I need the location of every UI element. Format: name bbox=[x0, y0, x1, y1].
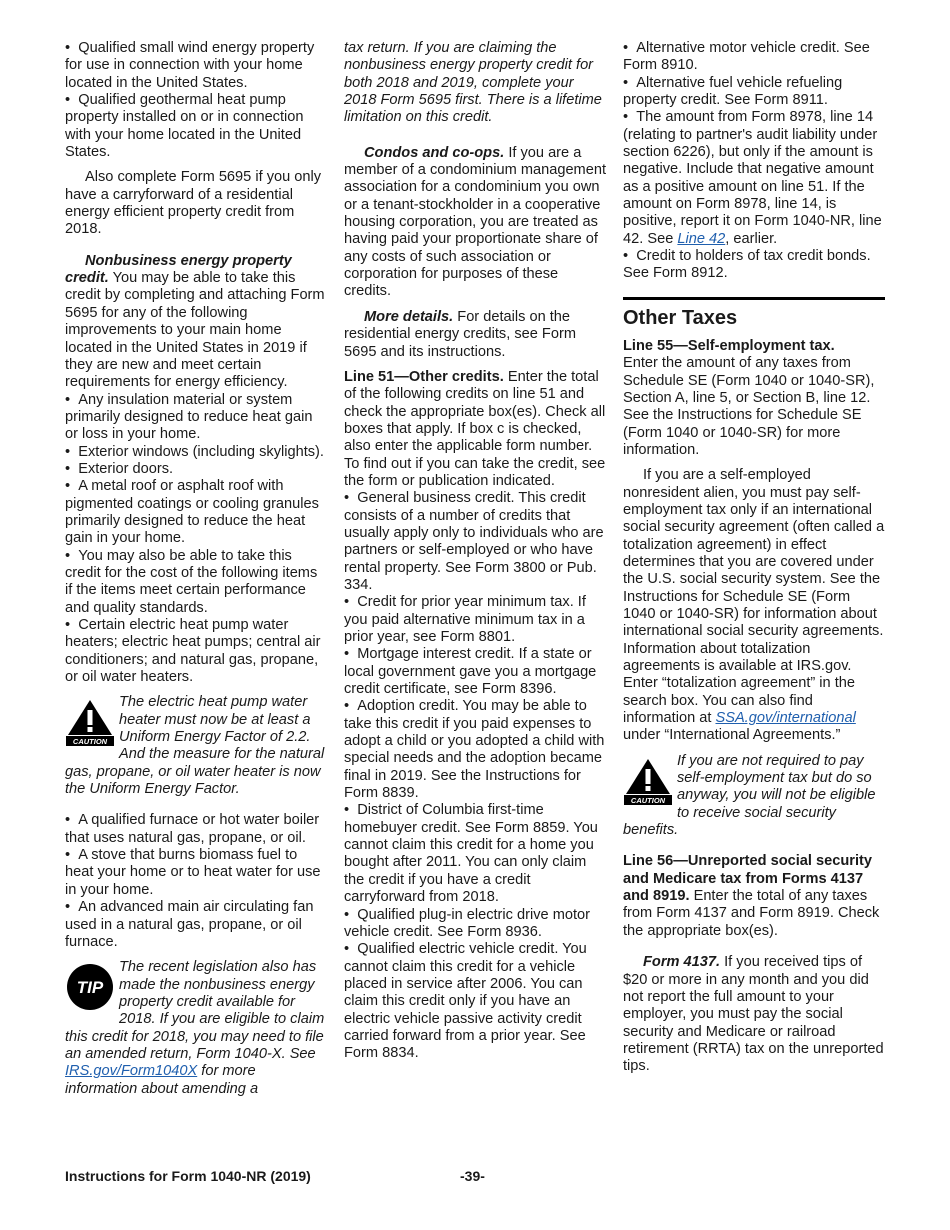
caution-label: CAUTION bbox=[72, 737, 108, 747]
list-item: • Qualified electric vehicle credit. You cannot claim this credit for a vehicle placed in service after 2006. You can claim this credit only if you have an electric vehicle passive activity credit carried forward from a prior year. See Form 8834. bbox=[344, 941, 606, 1062]
paragraph bbox=[344, 145, 606, 301]
paragraph bbox=[623, 853, 885, 940]
list-item: • A qualified furnace or hot water boiler that uses natural gas, propane, or oil. bbox=[65, 812, 327, 847]
section-title: Other Taxes bbox=[623, 297, 885, 330]
line-56-heading: Line 56—Unreported social security and Medicare tax from Forms 4137 and 8919. bbox=[623, 853, 872, 905]
list-item: • Alternative motor vehicle credit. See Form 8910. bbox=[623, 40, 885, 75]
footer-form-title: Instructions for Form 1040-NR (2019) bbox=[65, 1168, 311, 1184]
list-item bbox=[623, 109, 885, 248]
paragraph-body: Enter the total of any taxes from Form 4137 and Form 8919. Check the appropriate box(es). bbox=[623, 888, 880, 939]
list-item: • Qualified small wind energy property for use in connection with your home located in the United States. bbox=[65, 40, 327, 92]
line-55-heading: Line 55—Self-employment tax. bbox=[623, 337, 835, 354]
list-item: • General business credit. This credit consists of a number of credits that usually apply only to individuals who are partners or self-employed or who have rental property. See Form 3800 or Pub. 334. bbox=[344, 490, 606, 594]
list-item-text-cont: , earlier. bbox=[725, 230, 778, 247]
run-in-heading: More details. bbox=[364, 308, 454, 325]
paragraph-body: If you are a self-employed nonresident alien, you must pay self-employment tax only if an international social security agreement (often called a totalization agreement) in effect determines that you are covered under the U.S. social security system. See the Instructions for Schedule SE (Form 1040 or 1040-SR) for information about international social security agreements. Information about totalization agreements is available at IRS.gov. Enter “totalization agreement” in the search box. You can also find information at bbox=[623, 467, 885, 727]
list-item: • Certain electric heat pump water heaters; electric heat pumps; central air conditioners; and natural gas, propane, or oil water heaters. bbox=[65, 617, 327, 686]
tip-continuation: tax return. If you are claiming the nonbusiness energy property credit for both 2018 and 2019, complete your 2018 Form 5695 first. There is a lifetime limitation on this credit. bbox=[344, 40, 602, 126]
list-item: • Qualified geothermal heat pump property installed on or in connection with your home located in the United States. bbox=[65, 92, 327, 161]
page-number: -39- bbox=[460, 1168, 485, 1184]
paragraph bbox=[65, 253, 327, 392]
paragraph bbox=[344, 369, 606, 490]
tip-icon bbox=[65, 962, 115, 1012]
list-item: • Credit for prior year minimum tax. If you paid alternative minimum tax in a prior year, see Form 8801. bbox=[344, 594, 606, 646]
paragraph: Also complete Form 5695 if you only have a carryforward of a residential energy efficient property credit from 2018. bbox=[65, 169, 322, 238]
list-item: • Exterior doors. bbox=[65, 461, 327, 478]
column-1 bbox=[65, 40, 327, 1098]
line-42-link[interactable]: Line 42 bbox=[677, 230, 726, 247]
line-heading bbox=[623, 338, 885, 355]
caution-icon bbox=[65, 697, 115, 747]
list-item: • An advanced main air circulating fan used in a natural gas, propane, or oil furnace. bbox=[65, 899, 327, 951]
run-in-heading: Nonbusiness energy property credit. bbox=[65, 252, 292, 287]
paragraph-body-cont: under “International Agreements.” bbox=[623, 727, 841, 744]
run-in-heading: Condos and co-ops. bbox=[364, 144, 505, 161]
list-item: • A metal roof or asphalt roof with pigmented coatings or cooling granules primarily designed to reduce the heat gain in your home. bbox=[65, 478, 327, 547]
tip-label: TIP bbox=[76, 978, 104, 998]
list-item: • Adoption credit. You may be able to take this credit if you paid expenses to adopt a child or you adopted a child with special needs and the adoption became final in 2019. See the Instructions for Form 8839. bbox=[344, 698, 606, 802]
caution-note bbox=[65, 694, 327, 798]
paragraph bbox=[623, 467, 885, 745]
paragraph-body: If you are a member of a condominium management association for a condominium you own or a tenant-stockholder in a cooperative housing corporation, you are treated as having paid your proportionate share of any costs of such association or corporation for purposes of these credits. bbox=[344, 144, 607, 300]
paragraph-body: If you received tips of $20 or more in any month and you did not report the full amount to your employer, you must pay the social security and Medicare or railroad retirement (RRTA) tax on the unreported tips. bbox=[623, 954, 884, 1075]
list-item: • Any insulation material or system primarily designed to reduce heat gain or loss in your home. bbox=[65, 392, 327, 444]
paragraph bbox=[344, 309, 606, 361]
list-item: • Mortgage interest credit. If a state or local government gave you a mortgage credit certificate, see Form 8396. bbox=[344, 646, 606, 698]
list-item: • Exterior windows (including skylights). bbox=[65, 444, 327, 461]
caution-text: If you are not required to pay self-employment tax but do so anyway, you will not be eligible to receive social security benefits. bbox=[623, 752, 876, 839]
caution-icon bbox=[623, 756, 673, 806]
column-2 bbox=[344, 40, 606, 1063]
list-item: • You may also be able to take this credit for the cost of the following items if the items meet certain performance and quality standards. bbox=[65, 548, 327, 617]
list-item-text: The amount from Form 8978, line 14 (relating to partner's audit liability under section 6226), but only if the amount is negative. Include that negative amount as a positive amount on line 51. If the amount on Form 8978, line 14, is positive, report it on Form 1040-NR, line 42. See bbox=[623, 109, 882, 247]
tip-text: The recent legislation also has made the nonbusiness energy property credit available for 2018. If you are eligible to claim this credit for 2018, you may need to file an amended return, Form 1040-X. See bbox=[65, 959, 325, 1062]
list-item: • Qualified plug-in electric drive motor vehicle credit. See Form 8936. bbox=[344, 907, 606, 942]
column-3 bbox=[623, 40, 885, 1076]
list-item: • A stove that burns biomass fuel to heat your home or to heat water for use in your home. bbox=[65, 847, 327, 899]
tip-note bbox=[65, 959, 327, 1098]
list-item: • Credit to holders of tax credit bonds. See Form 8912. bbox=[623, 248, 885, 283]
list-item: • District of Columbia first-time homebuyer credit. See Form 8859. You cannot claim this credit for a home you bought after 2011. You can only claim the credit if you have a credit carryforward from 2018. bbox=[344, 802, 606, 906]
line-heading: Line 51—Other credits. bbox=[344, 368, 504, 385]
tip-text-cont: for more information about amending a bbox=[65, 1063, 259, 1097]
list-item: • Alternative fuel vehicle refueling property credit. See Form 8911. bbox=[623, 75, 885, 110]
paragraph bbox=[623, 954, 885, 1075]
run-in-heading: Form 4137. bbox=[643, 954, 721, 971]
paragraph-body: Enter the total of the following credits on line 51 and check the appropriate box(es). Check all boxes that apply. If box c is checked, also enter the applicable form number. To find out if you can take the credit, see the form or publication indicated. bbox=[344, 368, 606, 489]
ssa-international-link[interactable]: SSA.gov/international bbox=[715, 710, 856, 727]
irs-form1040x-link[interactable]: IRS.gov/Form1040X bbox=[65, 1063, 198, 1080]
paragraph-body: For details on the residential energy credits, see Form 5695 and its instructions. bbox=[344, 308, 576, 360]
paragraph: Enter the amount of any taxes from Schedule SE (Form 1040 or 1040-SR), Section A, line 5, or Section B, line 12. See the Instructions for Schedule SE (Form 1040 or 1040-SR) for more information. bbox=[623, 355, 875, 458]
paragraph-body: You may be able to take this credit by completing and attaching Form 5695 for any of the following improvements to your main home located in the United States in 2019 if they are new and meet certain requirements for energy efficiency. bbox=[65, 270, 325, 391]
caution-label: CAUTION bbox=[630, 795, 666, 805]
caution-text: The electric heat pump water heater must now be at least a Uniform Energy Factor of 2.2. And the measure for the natural gas, propane, or oil water heater is now the Uniform Energy Factor. bbox=[65, 694, 325, 798]
caution-note bbox=[623, 753, 885, 840]
